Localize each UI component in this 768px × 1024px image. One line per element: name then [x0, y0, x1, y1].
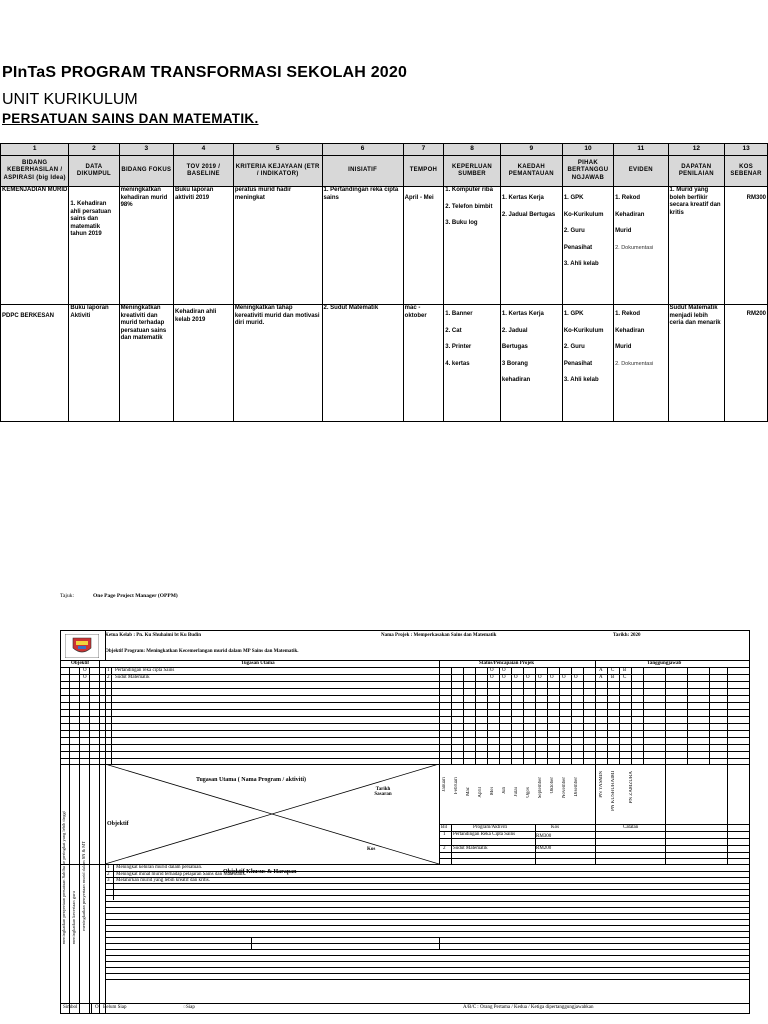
objektif-header: Objektif [71, 661, 90, 666]
diag-objektif-khusus: Objektif Khusus & Harapan [223, 869, 297, 875]
status-mark: O [490, 668, 494, 673]
plan-table [0, 143, 768, 422]
month-label: November [562, 777, 567, 799]
header-cell: KOS SEBENAR [725, 156, 768, 187]
status-mark: O [490, 675, 494, 680]
cell-bidang: PDPC BERKESAN [1, 305, 69, 422]
header-cell: INISIATIF [322, 156, 403, 187]
col-num: 9 [500, 144, 562, 156]
cell-tov: Buku laporan aktiviti 2019 [174, 187, 234, 305]
cell-tempoh: mac - oktober [403, 305, 444, 422]
cost-header: Kos [551, 825, 560, 830]
header-cell: DATA DIKUMPUL [69, 156, 119, 187]
cell-fokus: Meningkatkan kreativiti dan murid terhadap persatuan sains dan matematik [119, 305, 173, 422]
cell-tov: Kehadiran ahli kelab 2019 [174, 305, 234, 422]
cell-bidang: KEMENJADIAN MURID [1, 187, 69, 305]
cost-header: Bil [441, 825, 448, 830]
month-label: Ogos [526, 787, 531, 798]
status-mark: O [574, 675, 578, 680]
task-name: Pertandingan reka cipta Sains [115, 668, 175, 673]
oppm-tajuk: Tajuk: One Page Project Manager (OPPM) [60, 593, 178, 599]
resp-mark: B [611, 675, 615, 680]
resp-mark: A [599, 675, 603, 680]
col-num: 2 [69, 144, 119, 156]
page-title: PInTaS PROGRAM TRANSFORMASI SEKOLAH 2020 [2, 64, 408, 81]
objective-text: Meningkat minat murid terhadap pelajaran Sains dan Matematik. [116, 872, 247, 877]
month-label: Februari [454, 777, 459, 794]
simbol-o: O [95, 1005, 99, 1010]
resp-mark: C [611, 668, 615, 673]
cell-kriteria: Meningkatkan tahap kereativiti murid dan motivasi diri murid. [233, 305, 322, 422]
resp-mark: C [623, 675, 627, 680]
status-mark: O [502, 668, 506, 673]
cost-header: Program/Aktiviti [473, 825, 508, 830]
objective-text: Meningkat kehiran murid dalam persatuan. [116, 865, 203, 870]
unit-title: UNIT KURIKULUM [2, 91, 138, 108]
simbol-label: Simbol : [63, 1005, 81, 1010]
legend-abc: A/B/C : Orang Pertama / Kedua / Ketiga dipertanggungjawabkan [463, 1005, 594, 1010]
objective-no: 1 [107, 865, 110, 870]
persatuan-title: PERSATUAN SAINS DAN MATEMATIK. [2, 111, 259, 126]
cell-pemantauan: 1. Kertas Kerja 2. Jadual Bertugas 3 Borang kehadiran [500, 305, 562, 422]
col-num: 3 [119, 144, 173, 156]
cost-name: Sudut Matematik [453, 846, 488, 851]
cell-data: 1. Kehadiran ahli persatuan sains dan matematik tahun 2019 [69, 187, 119, 305]
month-label: Jun [502, 787, 507, 794]
status-mark: O [550, 675, 554, 680]
col-num: 8 [444, 144, 501, 156]
header-cell: KRITERIA KEJAYAAN (ETR / INDIKATOR) [233, 156, 322, 187]
status-header: Status/Pencapaian Projek [479, 661, 535, 666]
col-num: 12 [668, 144, 725, 156]
task-objective-mark: O [83, 675, 87, 680]
cell-eviden: 1. Rekod Kehadiran Murid 2. Dokumentasi [614, 305, 668, 422]
status-mark: O [526, 675, 530, 680]
cell-kriteria: peratus murid hadir meningkat [233, 187, 322, 305]
col-num: 13 [725, 144, 768, 156]
month-label: Oktober [550, 777, 555, 794]
header-row [1, 156, 768, 187]
objective-no: 2 [107, 872, 110, 877]
header-cell: BIDANG KEBERHASILAN / ASPIRASI (big Idea) [1, 156, 69, 187]
status-mark: O [514, 675, 518, 680]
status-mark: O [562, 675, 566, 680]
header-cell: KAEDAH PEMANTAUAN [500, 156, 562, 187]
person-label: PN KUSHUHAIMI [611, 771, 616, 811]
cell-sumber: 1. Komputer riba 2. Telefon bimbit 3. Buku log [444, 187, 501, 305]
col-num: 10 [562, 144, 613, 156]
resp-mark: B [623, 668, 627, 673]
cost-kos: RM200 [536, 846, 552, 851]
left-objective-vertical: meningkatkan keceriaan guru [71, 891, 76, 945]
ketua-kelab: Ketua Kelab : Pn. Ku Shuhaimi bt Ku Budin [105, 633, 202, 638]
siap-icon: ◌ [183, 1005, 186, 1010]
task-number: 1 [107, 668, 110, 673]
header-cell: BIDANG FOKUS [119, 156, 173, 187]
cell-data: Buku laporan Aktiviti [69, 305, 119, 422]
month-label: September [538, 777, 543, 799]
cost-kos: RM300 [536, 834, 552, 839]
status-mark: O [538, 675, 542, 680]
tarikh: Tarikh: 2020 [613, 633, 641, 638]
oppm-form [60, 630, 750, 1014]
column-number-row [1, 144, 768, 156]
month-label: April [478, 787, 483, 798]
nama-projek: Nama Projek : Memperkasakan Sains dan Matematik [381, 633, 497, 638]
cell-inisiatif: 2. Sudut Matematik [322, 305, 403, 422]
diag-objektif: Objektif [107, 821, 129, 827]
diag-kos: Kos [367, 847, 376, 852]
header-cell: TEMPOH [403, 156, 444, 187]
header-cell: TOV 2019 / BASELINE [174, 156, 234, 187]
col-num: 6 [322, 144, 403, 156]
table-row [1, 187, 768, 305]
tarikh-sasaran: Tarikh Sasaran [374, 787, 392, 797]
objective-text: Melahirkan murid yang lebih kreatif dan kritis. [116, 878, 211, 883]
person-label: PN YASMIN [599, 771, 604, 798]
col-num: 7 [403, 144, 444, 156]
siap-label: ◌Siap [183, 1005, 195, 1010]
task-number: 2 [107, 675, 110, 680]
cell-pihak: 1. GPK Ko-Kurikulum 2. Guru Penasihat 3. Ahli kelab [562, 187, 613, 305]
month-label: Mac [466, 787, 471, 796]
month-label: Januari [442, 777, 447, 792]
status-mark: O [502, 675, 506, 680]
objective-no: 3 [107, 878, 110, 883]
tugasan-utama-header: Tugasan Utama [241, 661, 275, 666]
cost-name: Pertandingan Reka Cipta Sains [453, 832, 516, 837]
col-num: 5 [233, 144, 322, 156]
left-objective-vertical: meningkatkan penyertaan murid dalam SN & MT [81, 841, 86, 931]
objektif-program: Objektif Program: Meningkatkan Kecemerlangan murid dalam MP Sains dan Matematik. [105, 649, 299, 654]
diag-tugasan-utama: Tugasan Utama ( Nama Program / aktiviti) [196, 777, 306, 783]
cell-pemantauan: 1. Kertas Kerja 2. Jadual Bertugas [500, 187, 562, 305]
task-name: Sudut Matematik [115, 675, 150, 680]
month-label: Mei [490, 787, 495, 796]
left-objective-vertical: meningkatkan penyertaan persatuan Sahiba ke peringkat yang lebih tinggi [61, 811, 66, 945]
col-num: 4 [174, 144, 234, 156]
header-cell: DAPATAN PENILAIAN [668, 156, 725, 187]
cell-sumber: 1. Banner 2. Cat 3. Printer 4. kertas [444, 305, 501, 422]
header-cell: KEPERLUAN SUMBER [444, 156, 501, 187]
col-num: 11 [614, 144, 668, 156]
belum-siap-label: Belum Siap [103, 1005, 127, 1010]
table-row [1, 305, 768, 422]
cell-tempoh: April - Mei [403, 187, 444, 305]
col-num: 1 [1, 144, 69, 156]
cell-kos: RM300 [725, 187, 768, 305]
task-objective-mark: O [83, 668, 87, 673]
cost-no: 1 [443, 832, 446, 837]
cell-kos: RM200 [725, 305, 768, 422]
cost-header: Catatan [623, 825, 639, 830]
tanggungjawab-header: Tanggungjawab [647, 661, 682, 666]
cell-pihak: 1. GPK Ko-Kurikulum 2. Guru Penasihat 3. Ahli kelab [562, 305, 613, 422]
school-logo-icon [65, 634, 99, 658]
cell-eviden: 1. Rekod Kehadiran Murid 2. Dokumentasi [614, 187, 668, 305]
cell-dapatan: 1. Murid yang boleh berfikir secara kreatif dan kritis [668, 187, 725, 305]
header-cell: PIHAK BERTANGGU NGJAWAB [562, 156, 613, 187]
resp-mark: A [599, 668, 603, 673]
cell-fokus: meningkatkan kehadiran murid 98% [119, 187, 173, 305]
cell-dapatan: Sudut Matematik menjadi lebih ceria dan menarik [668, 305, 725, 422]
month-label: Disember [574, 777, 579, 797]
cost-no: 2 [443, 846, 446, 851]
cell-inisiatif: 1. Pertandingan reka cipta sains [322, 187, 403, 305]
person-label: PN ZAMZURA [629, 771, 634, 804]
month-label: Julai [514, 787, 519, 797]
header-cell: EVIDEN [614, 156, 668, 187]
